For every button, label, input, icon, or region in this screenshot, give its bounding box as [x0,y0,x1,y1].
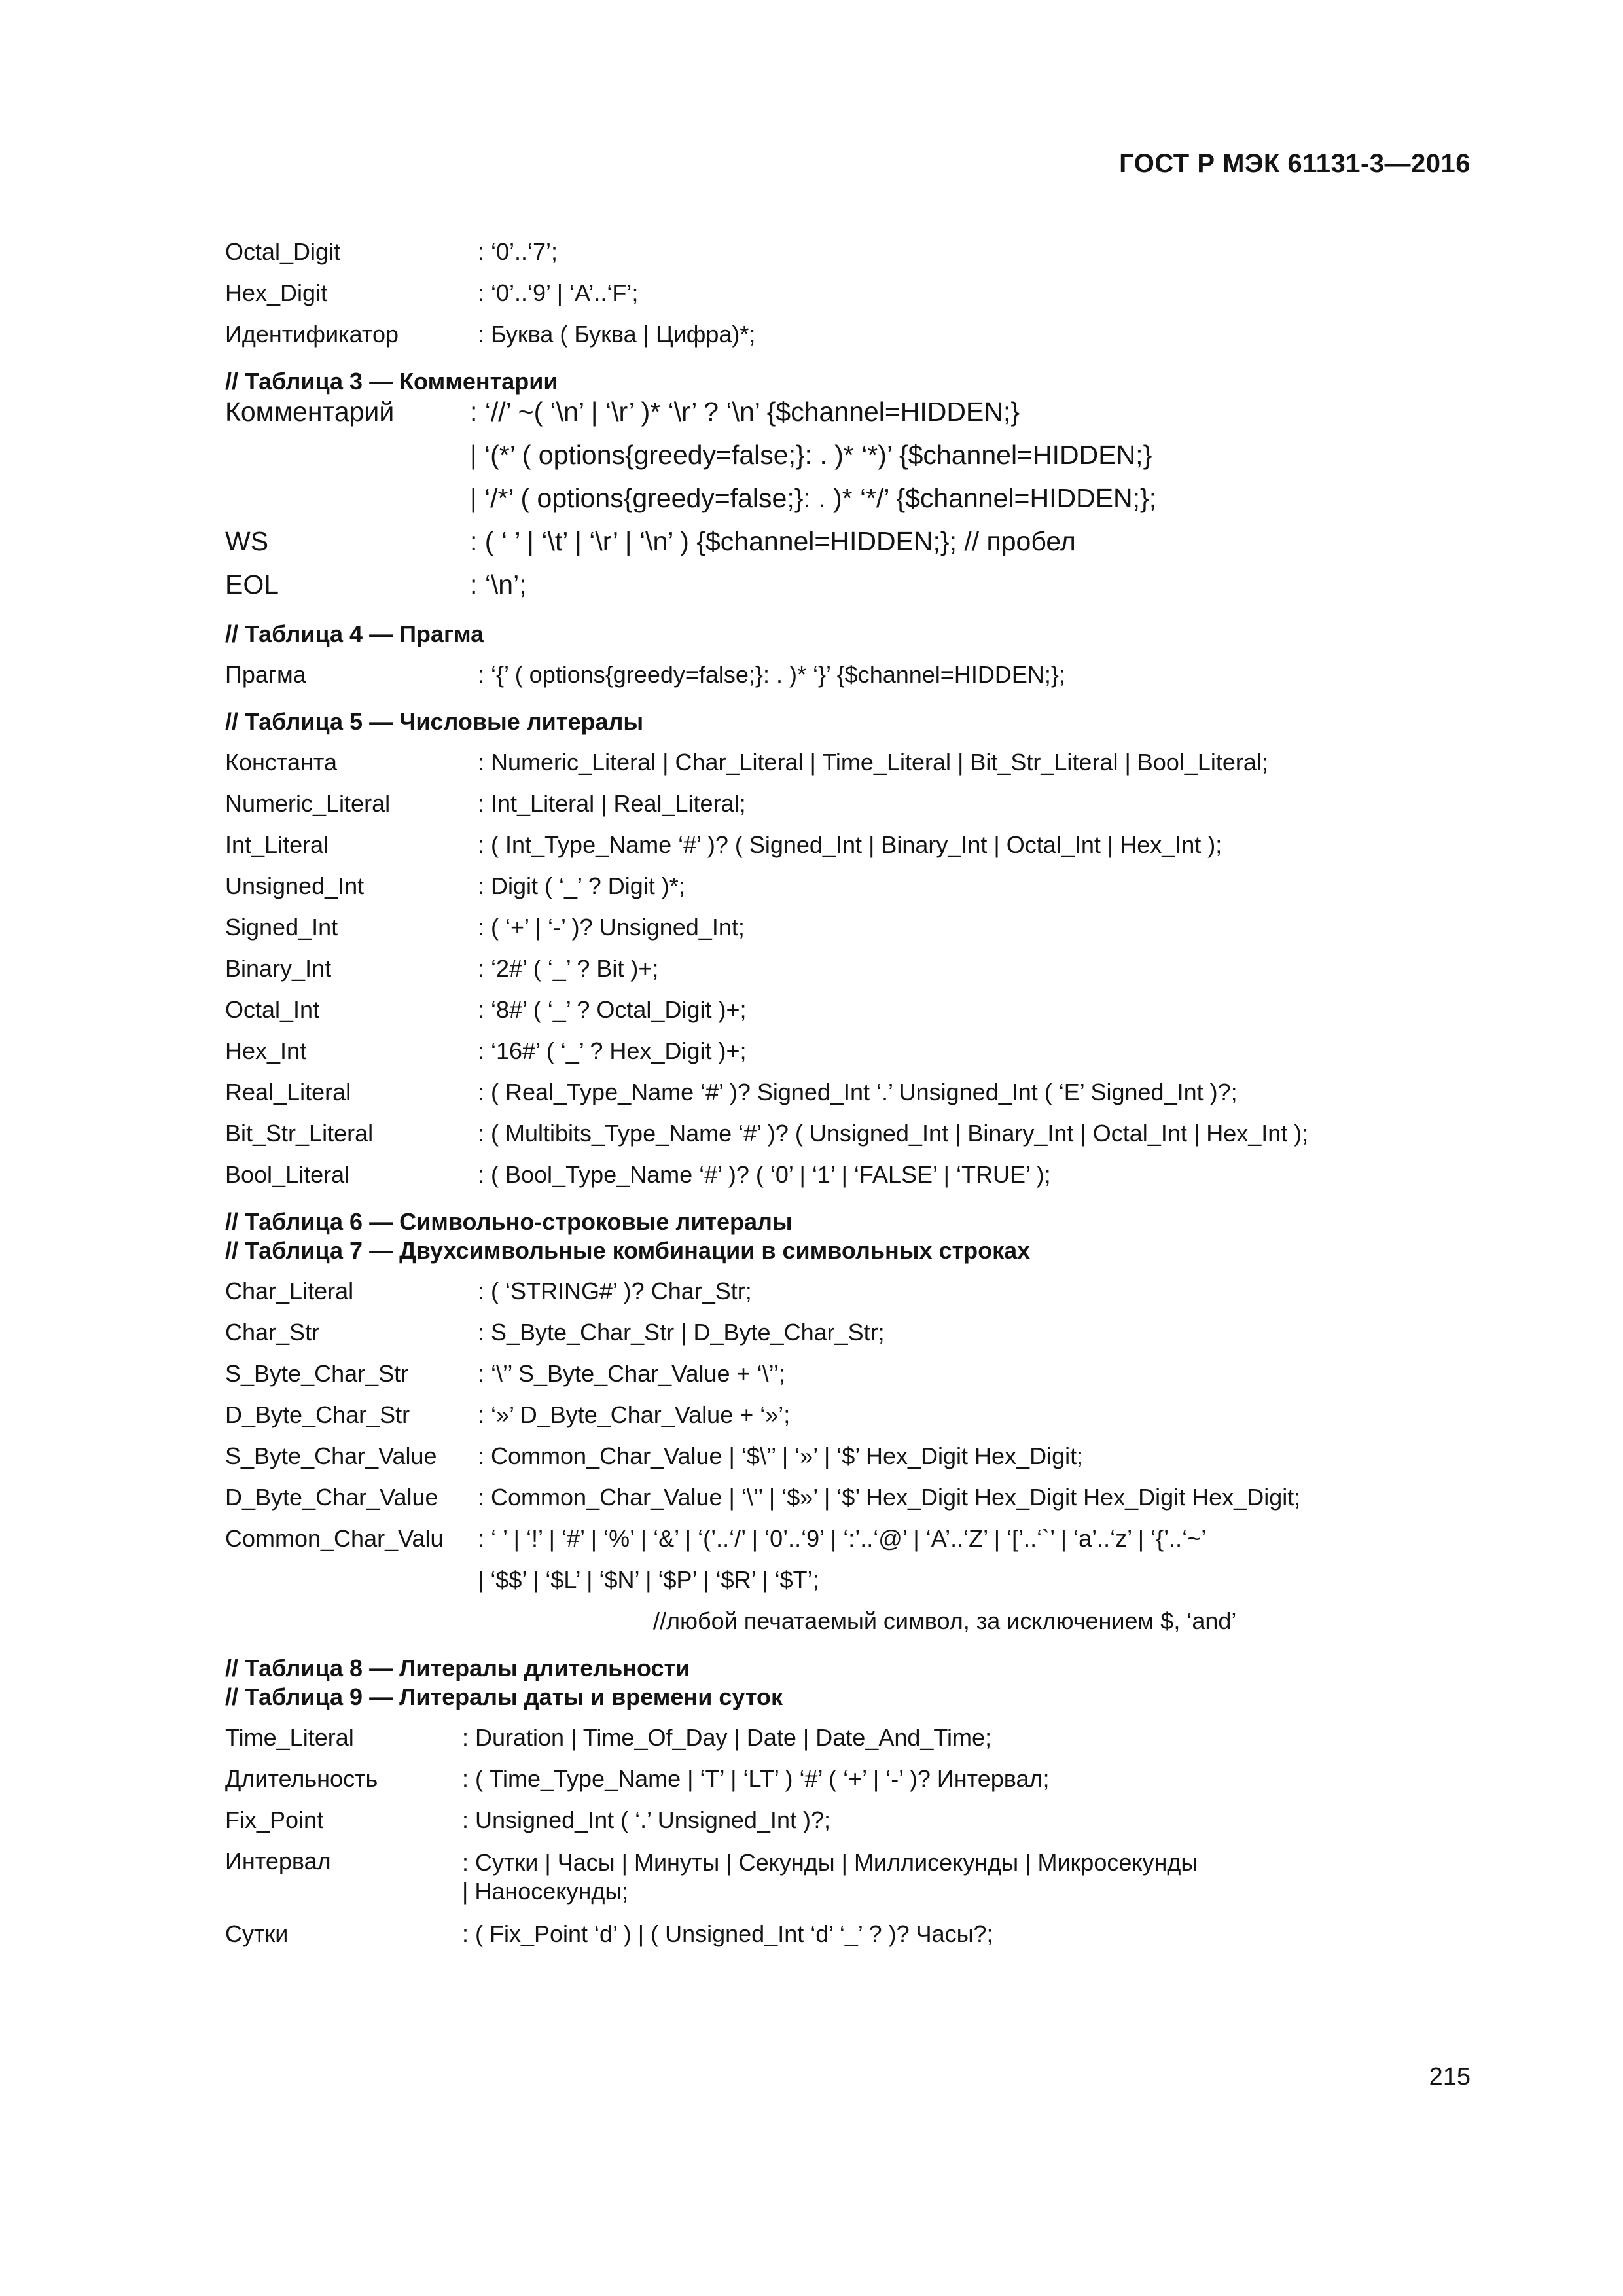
grammar-row [225,1079,1469,1105]
grammar-row [225,1162,1469,1188]
rule-definition: : ( ‘ ’ | ‘\t’ | ‘\r’ | ‘\n’ ) {$channel=HIDDEN;}; // пробел [470,526,1076,556]
rule-name: Константа [225,749,337,776]
rule-name: Common_Char_Valu [225,1525,444,1552]
grammar-content [225,239,1469,1962]
rule-name: Binary_Int [225,955,332,982]
grammar-row [225,1278,1469,1304]
rule-name [225,1567,478,1593]
rule-definition: : ‘»’ D_Byte_Char_Value + ‘»’; [478,1401,791,1428]
rule-definition-line: : Сутки | Часы | Минуты | Секунды | Миллисекунды | Микросекунды [462,1849,1198,1876]
rule-definition: : Digit ( ‘_’ ? Digit )*; [478,872,685,899]
rule-definition: : ‘2#’ ( ‘_’ ? Bit )+; [478,955,659,982]
grammar-row [225,1921,1469,1947]
rule-definition: : ( Real_Type_Name ‘#’ )? Signed_Int ‘.’ Unsigned_Int ( ‘E’ Signed_Int )?; [478,1079,1238,1105]
rule-name: Комментарий [225,397,395,427]
grammar-row [225,997,1469,1023]
table3-section [225,367,1469,600]
grammar-row [225,914,1469,941]
table4-section [225,620,1469,688]
intro-block [225,239,1469,348]
rule-name: D_Byte_Char_Str [225,1401,410,1428]
section-title: // Таблица 6 — Символьно-строковые литералы [225,1208,793,1235]
rule-definition: : ‘\n’; [470,569,527,600]
rule-definition: : ( Int_Type_Name ‘#’ )? ( Signed_Int | Binary_Int | Octal_Int | Hex_Int ); [478,831,1222,858]
rule-definition: : ‘0’..‘9’ | ‘A’..‘F’; [478,279,639,306]
section-title: // Таблица 3 — Комментарии [225,368,558,395]
rule-name: Прагма [225,661,306,688]
rule-definition: | ‘$$’ | ‘$L’ | ‘$N’ | ‘$P’ | ‘$R’ | ‘$T’; [478,1566,819,1593]
rule-name: Real_Literal [225,1079,351,1105]
rule-name: Идентификатор [225,321,399,348]
grammar-row [225,526,1469,557]
rule-name: Octal_Digit [225,238,341,265]
section-title: // Таблица 8 — Литералы длительности [225,1655,690,1681]
section-title: // Таблица 5 — Числовые литералы [225,708,644,735]
table5-section [225,708,1469,1188]
rule-definition: : ( Fix_Point ‘d’ ) | ( Unsigned_Int ‘d’ ‘_’ ? )? Часы?; [462,1920,993,1947]
grammar-row [225,662,1469,688]
rule-definition: : ‘ ’ | ‘!’ | ‘#’ | ‘%’ | ‘&’ | ‘(’..‘/’ | ‘0’..‘9’ | ‘:’..‘@’ | ‘A’..‘Z’ | ‘[’..‘`’ | ‘a’..‘z’ | ‘{’..‘~’ [478,1525,1207,1552]
rule-definition: : ‘16#’ ( ‘_’ ? Hex_Digit )+; [478,1037,747,1064]
rule-definition: : ( ‘STRING#’ )? Char_Str; [478,1278,752,1304]
grammar-row [225,1038,1469,1064]
rule-definition: : Unsigned_Int ( ‘.’ Unsigned_Int )?; [462,1806,830,1833]
rule-name: Char_Str [225,1319,320,1346]
rule-definition-line: | Наносекунды; [462,1878,629,1905]
grammar-row [225,1526,1469,1552]
grammar-row [225,1361,1469,1387]
rule-definition: : ( Multibits_Type_Name ‘#’ )? ( Unsigned_Int | Binary_Int | Octal_Int | Hex_Int ); [478,1120,1309,1147]
rule-definition: : ( Time_Type_Name | ‘T’ | ‘LT’ ) ‘#’ ( ‘+’ | ‘-’ )? Интервал; [462,1765,1050,1792]
rule-name: Сутки [225,1920,289,1947]
rule-definition: : ( ‘+’ | ‘-’ )? Unsigned_Int; [478,914,745,941]
grammar-row [225,1807,1469,1833]
grammar-row [225,1319,1469,1346]
grammar-row [225,1725,1469,1751]
table8-9-rows [225,1725,1469,1833]
rule-name: Unsigned_Int [225,872,365,899]
grammar-row [225,239,1469,265]
rule-definition: : ‘\’’ S_Byte_Char_Value + ‘\’’; [478,1360,785,1387]
rule-definition: : Numeric_Literal | Char_Literal | Time_Literal | Bit_Str_Literal | Bool_Literal; [478,749,1268,776]
rule-name: WS [225,526,269,556]
rule-name: S_Byte_Char_Value [225,1443,437,1469]
rule-definition: : Common_Char_Value | ‘\’’ | ‘$»’ | ‘$’ Hex_Digit Hex_Digit Hex_Digit Hex_Digit; [478,1484,1301,1511]
grammar-row [225,280,1469,306]
rule-definition: : ‘0’..‘7’; [478,238,558,265]
rule-definition: : Буква ( Буква | Цифра)*; [478,321,756,348]
grammar-row [225,791,1469,817]
rule-name: S_Byte_Char_Str [225,1360,409,1387]
rule-definition: : ( Bool_Type_Name ‘#’ )? ( ‘0’ | ‘1’ | ‘FALSE’ | ‘TRUE’ ); [478,1161,1051,1188]
rule-name: Интервал [225,1848,331,1874]
grammar-row [225,569,1469,600]
rule-definition: : S_Byte_Char_Str | D_Byte_Char_Str; [478,1319,885,1346]
rule-name: Time_Literal [225,1724,354,1751]
grammar-row [225,1443,1469,1469]
grammar-row [225,1484,1469,1511]
standard-header: ГОСТ Р МЭК 61131-3—2016 [1119,149,1471,178]
table8-9-section [225,1654,1469,1947]
rule-name: Signed_Int [225,914,338,941]
grammar-row [225,1121,1469,1147]
rule-definition: | ‘(*’ ( options{greedy=false;}: . )* ‘*)’ {$channel=HIDDEN;} [470,440,1152,470]
grammar-row [225,396,1469,427]
rule-name: D_Byte_Char_Value [225,1484,438,1511]
section-title: // Таблица 4 — Прагма [225,620,484,647]
rule-definition [462,1848,1313,1906]
grammar-row [225,1848,1469,1906]
table5-rows [225,749,1469,1188]
rule-definition: : ‘8#’ ( ‘_’ ? Octal_Digit )+; [478,996,747,1023]
rule-definition: : ‘//’ ~( ‘\n’ | ‘\r’ )* ‘\r’ ? ‘\n’ {$channel=HIDDEN;} [470,397,1020,427]
rule-definition: : ‘{’ ( options{greedy=false;}: . )* ‘}’ {$channel=HIDDEN;}; [478,661,1065,688]
rule-name: Длительность [225,1765,378,1792]
grammar-row [225,749,1469,776]
section-title: // Таблица 7 — Двухсимвольные комбинации в символьных строках [225,1237,1031,1264]
page-number: 215 [1429,2063,1471,2090]
rule-definition: : Common_Char_Value | ‘$\’’ | ‘»’ | ‘$’ Hex_Digit Hex_Digit; [478,1443,1084,1469]
rule-name: Char_Literal [225,1278,354,1304]
grammar-row [225,439,1469,471]
rule-definition: | ‘/*’ ( options{greedy=false;}: . )* ‘*/’ {$channel=HIDDEN;}; [470,483,1157,513]
rule-name: Int_Literal [225,831,329,858]
rule-definition: : Duration | Time_Of_Day | Date | Date_And_Time; [462,1724,992,1751]
rule-name: Fix_Point [225,1806,324,1833]
grammar-comment: //любой печатаемый символ, за исключением $, ‘and’ [653,1607,1237,1634]
table6-7-section [225,1208,1469,1634]
rule-name: EOL [225,569,279,600]
rule-name: Bool_Literal [225,1161,350,1188]
rule-name: Hex_Digit [225,279,328,306]
grammar-row [225,832,1469,858]
rule-definition: : Int_Literal | Real_Literal; [478,790,746,817]
rule-name: Numeric_Literal [225,790,391,817]
section-title: // Таблица 9 — Литералы даты и времени суток [225,1683,783,1710]
grammar-row [225,873,1469,899]
grammar-row [225,482,1469,514]
grammar-row [225,956,1469,982]
rule-name: Octal_Int [225,996,320,1023]
rule-name: Bit_Str_Literal [225,1120,374,1147]
table6-7-rows [225,1278,1469,1593]
grammar-row [225,1766,1469,1792]
grammar-row [225,321,1469,348]
grammar-row [225,1567,1469,1593]
rule-name: Hex_Int [225,1037,307,1064]
grammar-row [225,1402,1469,1428]
